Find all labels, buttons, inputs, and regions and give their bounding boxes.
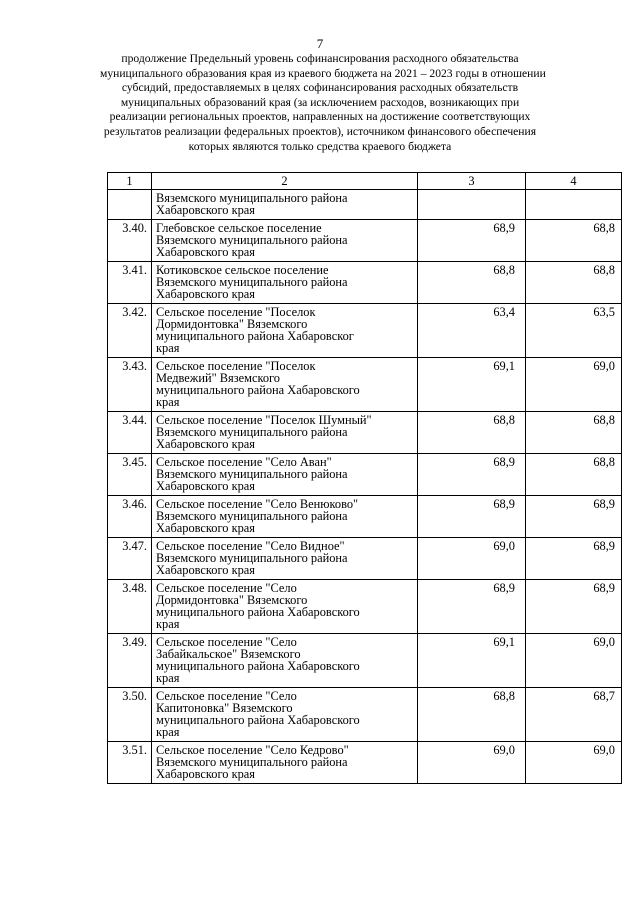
row-number-cell: 3.42. — [108, 304, 152, 358]
municipality-line: Капитоновка" Вяземского — [156, 701, 293, 715]
value-cell-col4: 68,8 — [526, 262, 622, 304]
value-cell-col4: 69,0 — [526, 634, 622, 688]
value-cell-col4: 69,0 — [526, 358, 622, 412]
value-cell-col4: 68,8 — [526, 412, 622, 454]
table-row — [108, 742, 622, 784]
municipality-line: Сельское поселение "Село — [156, 635, 297, 649]
table-row — [108, 304, 622, 358]
document-heading — [100, 52, 546, 154]
municipality-line: Сельское поселение "Село — [156, 581, 297, 595]
municipality-line: Хабаровского края — [156, 287, 255, 301]
municipality-line: Хабаровского края — [156, 563, 255, 577]
municipality-cell — [152, 220, 418, 262]
value-cell-col4 — [526, 190, 622, 220]
value-cell-col3: 68,8 — [418, 412, 526, 454]
value-cell-col3: 68,8 — [418, 688, 526, 742]
municipality-line: Вяземского муниципального района — [156, 755, 348, 769]
municipality-cell — [152, 634, 418, 688]
municipality-line: Вяземского муниципального района — [156, 551, 348, 565]
row-number-cell: 3.41. — [108, 262, 152, 304]
row-number-cell: 3.47. — [108, 538, 152, 580]
table-row — [108, 538, 622, 580]
municipality-line: Вяземского муниципального района — [156, 191, 348, 205]
value-cell-col4: 68,9 — [526, 538, 622, 580]
row-number-cell: 3.49. — [108, 634, 152, 688]
municipality-line: Забайкальское" Вяземского — [156, 647, 301, 661]
value-cell-col3: 68,9 — [418, 220, 526, 262]
municipality-line: края — [156, 395, 180, 409]
table-row — [108, 358, 622, 412]
value-cell-col3: 68,9 — [418, 454, 526, 496]
value-cell-col4: 69,0 — [526, 742, 622, 784]
municipality-line: Глебовское сельское поселение — [156, 221, 322, 235]
table-row — [108, 262, 622, 304]
municipality-line: Сельское поселение "Село Кедрово" — [156, 743, 349, 757]
municipality-cell — [152, 412, 418, 454]
table-header-row — [108, 173, 622, 190]
row-number-cell: 3.50. — [108, 688, 152, 742]
municipality-line: Сельское поселение "Село Венюково" — [156, 497, 359, 511]
municipality-line: Котиковское сельское поселение — [156, 263, 329, 277]
row-number-cell: 3.43. — [108, 358, 152, 412]
municipality-line: Хабаровского края — [156, 521, 255, 535]
value-cell-col4: 68,8 — [526, 220, 622, 262]
municipality-line: Сельское поселение "Село Аван" — [156, 455, 332, 469]
municipality-cell — [152, 358, 418, 412]
municipality-line: муниципального района Хабаровского — [156, 605, 360, 619]
table-row — [108, 220, 622, 262]
value-cell-col4: 68,7 — [526, 688, 622, 742]
municipality-line: Хабаровского края — [156, 245, 255, 259]
table-row — [108, 688, 622, 742]
municipality-line: Хабаровского края — [156, 767, 255, 781]
row-number-cell: 3.46. — [108, 496, 152, 538]
table-row — [108, 454, 622, 496]
municipality-line: края — [156, 341, 180, 355]
municipality-line: Сельское поселение "Село — [156, 689, 297, 703]
heading-line: муниципальных образований края (за исключением расходов, возникающих при — [120, 95, 520, 109]
municipality-line: Хабаровского края — [156, 437, 255, 451]
municipality-line: Сельское поселение "Поселок — [156, 359, 316, 373]
municipality-cell — [152, 538, 418, 580]
municipality-line: Хабаровского края — [156, 203, 255, 217]
value-cell-col3 — [418, 190, 526, 220]
municipality-cell — [152, 454, 418, 496]
municipality-line: Вяземского муниципального района — [156, 509, 348, 523]
row-number-cell — [108, 190, 152, 220]
value-cell-col3: 69,1 — [418, 634, 526, 688]
municipality-line: муниципального района Хабаровского — [156, 713, 360, 727]
value-cell-col3: 69,0 — [418, 742, 526, 784]
municipality-line: Дормидонтовка" Вяземского — [156, 317, 308, 331]
row-number-cell: 3.48. — [108, 580, 152, 634]
municipality-line: Вяземского муниципального района — [156, 233, 348, 247]
municipality-cell — [152, 262, 418, 304]
value-cell-col3: 63,4 — [418, 304, 526, 358]
heading-line: которых являются только средства краевого бюджета — [188, 139, 452, 153]
heading-line: продолжение Предельный уровень софинансирования расходного обязательства — [121, 52, 519, 65]
column-header: 4 — [526, 173, 622, 190]
subsidy-table — [107, 172, 622, 784]
heading-line: субсидий, предоставляемых в целях софинансирования расходных обязательств — [121, 81, 519, 95]
value-cell-col3: 68,9 — [418, 496, 526, 538]
municipality-line: муниципального района Хабаровског — [156, 329, 354, 343]
municipality-line: края — [156, 671, 180, 685]
heading-line: реализации региональных проектов, направленных на достижение соответствующих — [109, 110, 531, 124]
column-header: 1 — [108, 173, 152, 190]
value-cell-col3: 69,0 — [418, 538, 526, 580]
column-header: 3 — [418, 173, 526, 190]
municipality-line: Сельское поселение "Поселок Шумный" — [156, 413, 372, 427]
continuation-row — [108, 190, 622, 220]
municipality-line: Дормидонтовка" Вяземского — [156, 593, 308, 607]
column-header: 2 — [152, 173, 418, 190]
municipality-cell — [152, 496, 418, 538]
page-number: 7 — [316, 36, 324, 51]
row-number-cell: 3.45. — [108, 454, 152, 496]
row-number-cell: 3.51. — [108, 742, 152, 784]
municipality-line: Вяземского муниципального района — [156, 467, 348, 481]
value-cell-col3: 68,9 — [418, 580, 526, 634]
municipality-line: Вяземского муниципального района — [156, 275, 348, 289]
municipality-line: Медвежий" Вяземского — [156, 371, 281, 385]
municipality-cell — [152, 742, 418, 784]
heading-line: муниципального образования края из краевого бюджета на 2021 – 2023 годы в отношении — [100, 66, 546, 80]
municipality-line: Сельское поселение "Село Видное" — [156, 539, 345, 553]
table-row — [108, 496, 622, 538]
municipality-line: Вяземского муниципального района — [156, 425, 348, 439]
municipality-cell — [152, 688, 418, 742]
value-cell-col3: 69,1 — [418, 358, 526, 412]
municipality-line: муниципального района Хабаровского — [156, 659, 360, 673]
municipality-line: края — [156, 617, 180, 631]
municipality-cell — [152, 304, 418, 358]
value-cell-col4: 68,9 — [526, 496, 622, 538]
municipality-line: муниципального района Хабаровского — [156, 383, 360, 397]
row-number-cell: 3.40. — [108, 220, 152, 262]
municipality-cell — [152, 190, 418, 220]
municipality-line: края — [156, 725, 180, 739]
municipality-line: Сельское поселение "Поселок — [156, 305, 316, 319]
municipality-cell — [152, 580, 418, 634]
value-cell-col4: 68,8 — [526, 454, 622, 496]
value-cell-col4: 63,5 — [526, 304, 622, 358]
table-row — [108, 634, 622, 688]
heading-line: результатов реализации федеральных проектов), источником финансового обеспечения — [103, 124, 537, 138]
municipality-line: Хабаровского края — [156, 479, 255, 493]
table-row — [108, 580, 622, 634]
value-cell-col3: 68,8 — [418, 262, 526, 304]
table-row — [108, 412, 622, 454]
value-cell-col4: 68,9 — [526, 580, 622, 634]
row-number-cell: 3.44. — [108, 412, 152, 454]
